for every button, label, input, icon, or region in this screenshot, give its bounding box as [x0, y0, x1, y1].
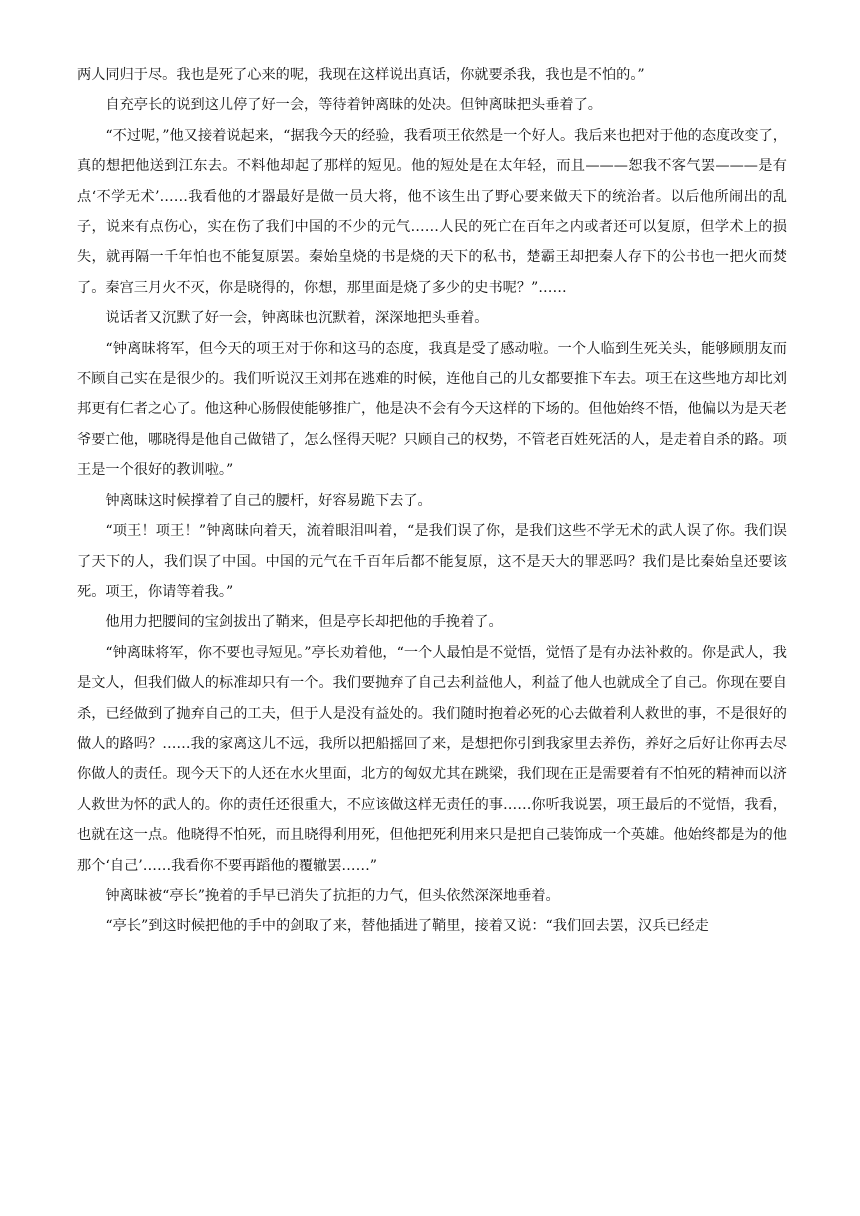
- paragraph-4: 说话者又沉默了好一会，钟离昧也沉默着，深深地把头垂着。: [105, 310, 489, 327]
- paragraph-1: 两人同归于尽。我也是死了心来的呢，我现在这样说出真话，你就要杀我，我也是不怕的。”: [77, 67, 645, 83]
- paragraph-6: 钟离昧这时候撑着了自己的腰杆，好容易跪下去了。: [105, 492, 432, 509]
- paragraph-10: 钟离昧被“亭长”挽着的手早已消失了抗拒的力气，但头依然深深地垂着。: [105, 887, 560, 904]
- paragraph-7: “项王！项王！”钟离昧向着天，流着眼泪叫着，“是我们误了你，是我们这些不学无术的武人误了你。我们误了天下的人，我们误了中国。中国的元气在千百年后都不能复原，这不是天大的罪恶吗？我们是比秦始皇还要该死。项王，你请等着我。”: [77, 523, 787, 600]
- document-page: [77, 60, 787, 942]
- paragraph-11: “亭长”到这时候把他的手中的剑取了来，替他插进了鞘里，接着又说：“我们回去罢，汉兵已经走: [105, 918, 709, 935]
- paragraph-5: “钟离昧将军，但今天的项王对于你和这马的态度，我真是受了感动啦。一个人临到生死关头，能够顾朋友而不顾自己实在是很少的。我们听说汉王刘邦在逃难的时候，连他自己的儿女都要推下车去。项王在这些地方却比刘邦更有仁者之心了。他这种心肠假使能够推广，他是决不会有今天这样的下场的。但他始终不悟，他偏以为是天老爷要亡他，哪晓得是他自己做错了，怎么怪得天呢？只顾自己的权势，不管老百姓死活的人，是走着自杀的路。项王是一个很好的教训啦。”: [77, 340, 787, 479]
- paragraph-8: 他用力把腰间的宝剑拔出了鞘来，但是亭长却把他的手挽着了。: [105, 614, 503, 631]
- paragraph-9: “钟离昧将军，你不要也寻短见。”亭长劝着他，“一个人最怕是不觉悟，觉悟了是有办法补救的。你是武人，我是文人，但我们做人的标准却只有一个。我们要抛弃了自己去利益他人，利益了他人也就成全了自己。你现在要自杀，已经做到了抛弃自己的工夫，但于人是没有益处的。我们随时抱着必死的心去做着利人救世的事，不是很好的做人的路吗？……我的家离这儿不远，我所以把船摇回了来，是想把你引到我家里去养伤，养好之后好让你再去尽你做人的责任。现今天下的人还在水火里面，北方的匈奴尤其在跳梁，我们现在正是需要着有不怕死的精神而以济人救世为怀的武人的。你的责任还很重大，不应该做这样无责任的事……你听我说罢，项王最后的不觉悟，我看，也就在这一点。他晓得不怕死，而且晓得利用死，但他把死利用来只是把自己装饰成一个英雄。他始终都是为的他那个‘自己’……我看你不要再蹈他的覆辙罢……”: [77, 644, 787, 874]
- paragraph-2: 自充亭长的说到这儿停了好一会，等待着钟离昧的处决。但钟离昧把头垂着了。: [105, 97, 602, 114]
- paragraph-3: “不过呢，”他又接着说起来，“据我今天的经验，我看项王依然是一个好人。我后来也把对于他的态度改变了，真的想把他送到江东去。不料他却起了那样的短见。他的短处是在太年轻，而且———恕我不客气罢———是有点‘不学无术’……我看他的才器最好是做一员大将，他不该生出了野心要来做天下的统治者。以后他所闹出的乱子，说来有点伤心，实在伤了我们中国的不少的元气……人民的死亡在百年之内或者还可以复原，但学术上的损失，就再隔一千年怕也不能复原罢。秦始皇烧的书是烧的天下的私书，楚霸王却把秦人存下的公书也一把火而焚了。秦宫三月火不灭，你是晓得的，你想，那里面是烧了多少的史书呢？”……: [77, 127, 787, 296]
